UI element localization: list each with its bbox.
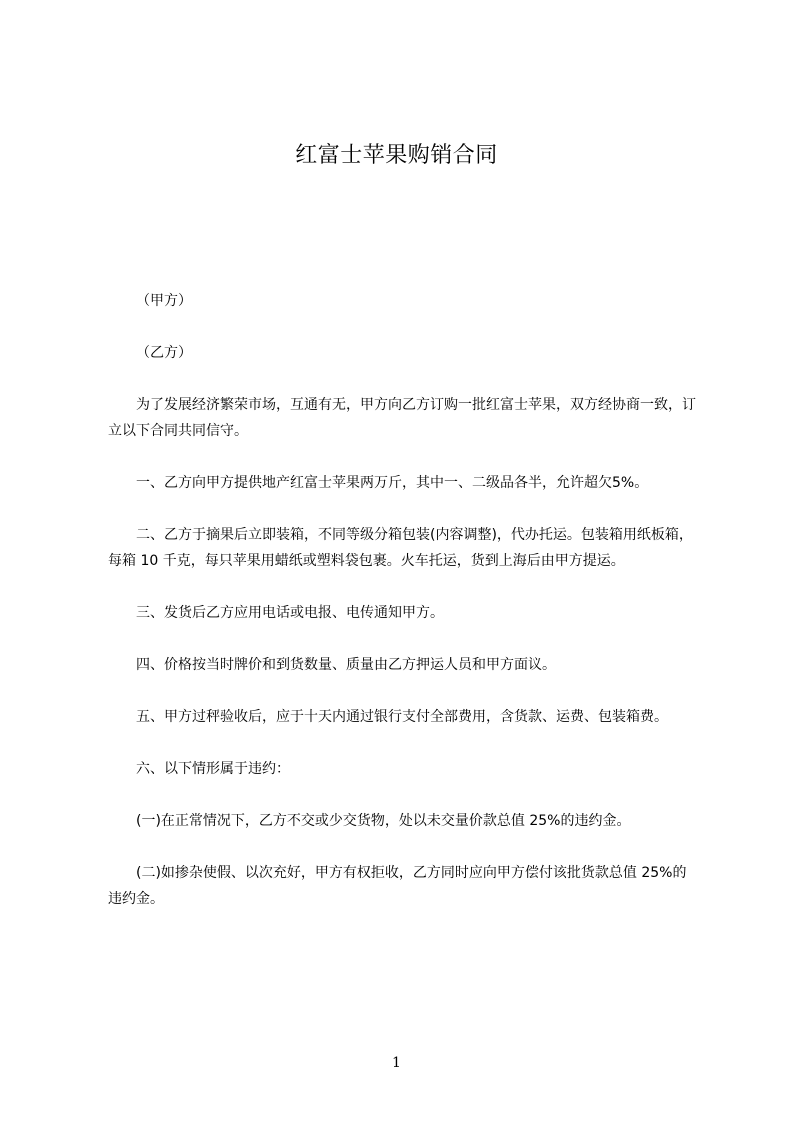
party-a-line: （甲方） bbox=[136, 293, 192, 309]
clause-5: 五、甲方过秤验收后，应于十天内通过银行支付全部费用，含货款、运费、包装箱费。 bbox=[136, 709, 668, 725]
page-number: 1 bbox=[392, 1055, 401, 1071]
clause-6: 六、以下情形属于违约： bbox=[136, 761, 290, 777]
party-b-line: （乙方） bbox=[136, 345, 192, 361]
clause-1: 一、乙方向甲方提供地产红富士苹果两万斤，其中一、二级品各半，允许超欠5%。 bbox=[136, 475, 649, 491]
preamble-paragraph: 为了发展经济繁荣市场，互通有无，甲方向乙方订购一批红富士苹果，双方经协商一致，订立以下合同共同信守。 bbox=[108, 397, 696, 439]
document-body bbox=[108, 288, 700, 938]
clause-6-item-2: (二)如掺杂使假、以次充好，甲方有权拒收，乙方同时应向甲方偿付该批货款总值 25%的违约金。 bbox=[108, 865, 687, 907]
clause-4: 四、价格按当时牌价和到货数量、质量由乙方押运人员和甲方面议。 bbox=[136, 657, 556, 673]
clause-6-item-1: (一)在正常情况下，乙方不交或少交货物，处以未交量价款总值 25%的违约金。 bbox=[136, 813, 631, 829]
document-title: 红富士苹果购销合同 bbox=[295, 143, 498, 168]
clause-3: 三、发货后乙方应用电话或电报、电传通知甲方。 bbox=[136, 605, 444, 621]
clause-2: 二、乙方于摘果后立即装箱，不同等级分箱包装(内容调整)，代办托运。包装箱用纸板箱，每箱 10 千克，每只苹果用蜡纸或塑料袋包裹。火车托运，货到上海后由甲方提运。 bbox=[108, 527, 693, 569]
